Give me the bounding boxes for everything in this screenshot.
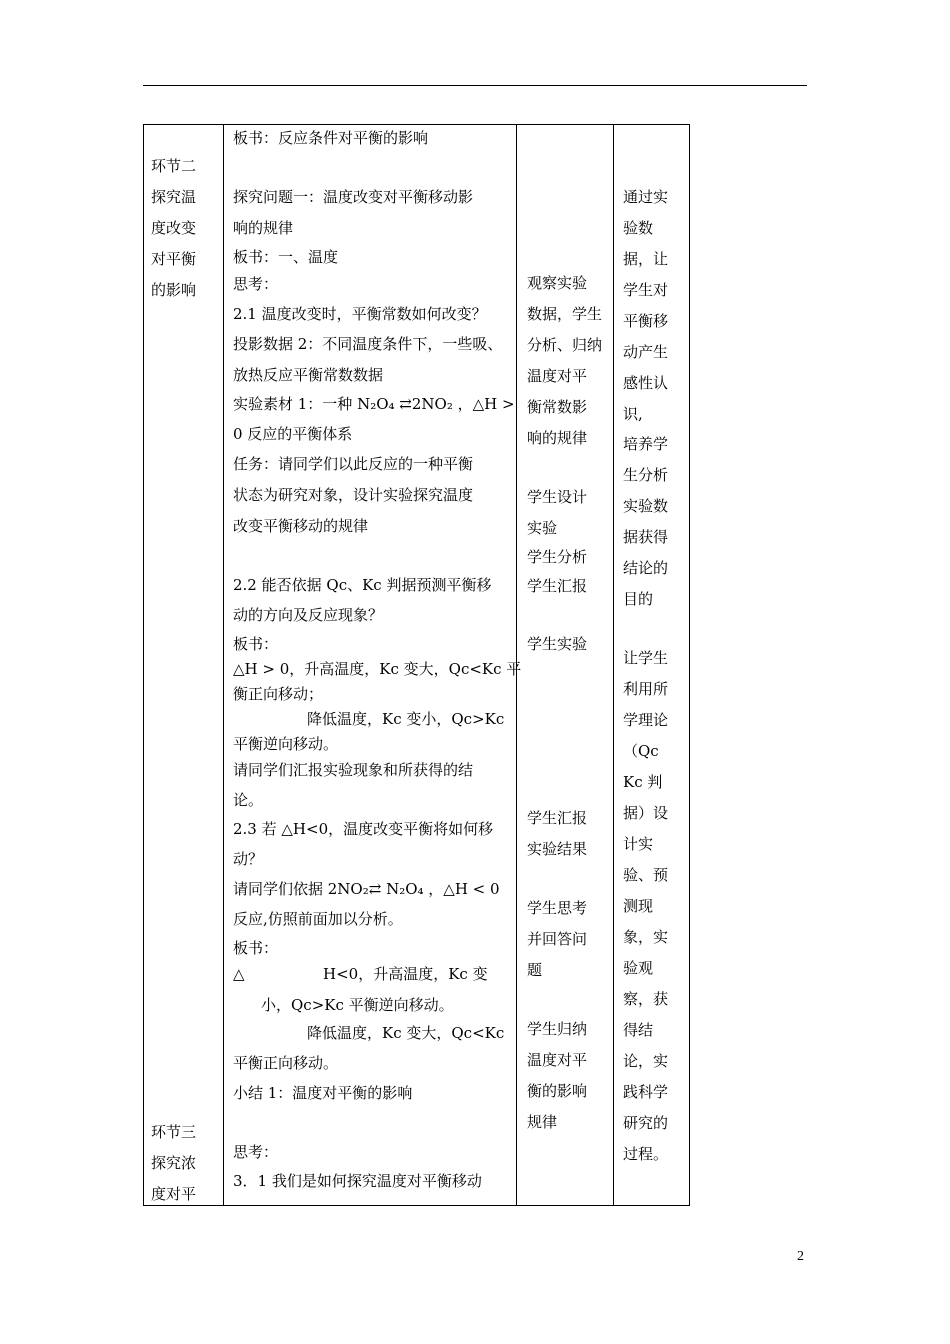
- col2-line: 3．1 我们是如何探究温度对平衡移动: [233, 1172, 482, 1190]
- col2-line: 实验素材 1：一种 N₂O₄ ⇄2NO₂ ，△H >: [233, 395, 515, 413]
- col4-line: 践科学: [623, 1083, 669, 1101]
- col2-line: 平衡正向移动。: [233, 1054, 339, 1072]
- col3-line: 实验结果: [527, 840, 588, 858]
- col4-line: 验、预: [623, 866, 669, 884]
- col3-line: 分析、归纳: [527, 336, 603, 354]
- col4-line: 结论的: [623, 559, 669, 577]
- col2-line: 板书：: [233, 939, 279, 957]
- col1-line: 探究温: [151, 188, 197, 206]
- col4-line: 动产生: [623, 343, 669, 361]
- col4-line: 验数: [623, 219, 654, 237]
- col4-line: 象，实: [623, 928, 669, 946]
- col2-line: 反应,仿照前面加以分析。: [233, 910, 403, 928]
- col2-line: 响的规律: [233, 219, 294, 237]
- col2-line: 动的方向及反应现象？: [233, 606, 384, 624]
- col4-line: Kc 判: [623, 773, 663, 791]
- col2-line: 思考：: [233, 275, 279, 293]
- col4-line: 让学生: [623, 649, 669, 667]
- col1-line: 环节三: [151, 1123, 197, 1141]
- col3-line: 学生归纳: [527, 1020, 588, 1038]
- col3-line: 题: [527, 961, 543, 979]
- col3-line: 数据，学生: [527, 305, 603, 323]
- header-rule: [143, 85, 807, 86]
- col4-line: 平衡移: [623, 312, 669, 330]
- col1-line: 度对平: [151, 1185, 197, 1203]
- col4-line: 学理论: [623, 711, 669, 729]
- col2-line: 放热反应平衡常数数据: [233, 366, 384, 384]
- col2-line: 降低温度，Kc 变小，Qc>Kc: [307, 710, 505, 728]
- col3-line: 学生思考: [527, 899, 588, 917]
- col2-line: 改变平衡移动的规律: [233, 517, 369, 535]
- col4-line: 测现: [623, 897, 654, 915]
- col1-line: 的影响: [151, 281, 197, 299]
- col4-line: 通过实: [623, 188, 669, 206]
- col1-line: 对平衡: [151, 250, 197, 268]
- col4-line: 得结: [623, 1021, 654, 1039]
- col3-line: 学生汇报: [527, 577, 588, 595]
- col3-line: 温度对平: [527, 367, 588, 385]
- col4-line: 过程。: [623, 1145, 669, 1163]
- col1-line: 环节二: [151, 157, 197, 175]
- col4-line: 生分析: [623, 466, 669, 484]
- col2-line: 论。: [233, 791, 264, 809]
- col4-line: 据获得: [623, 528, 669, 546]
- col2-line: 小，Qc>Kc 平衡逆向移动。: [261, 996, 454, 1014]
- col3-line: 规律: [527, 1113, 558, 1131]
- col4-line: 验观: [623, 959, 654, 977]
- col4-line: 目的: [623, 590, 654, 608]
- col2-line: H<0，升高温度，Kc 变: [323, 965, 488, 983]
- column-divider: [613, 125, 614, 1205]
- col3-line: 学生分析: [527, 548, 588, 566]
- col4-line: 利用所: [623, 680, 669, 698]
- col3-line: 学生设计: [527, 488, 588, 506]
- col2-line: 平衡逆向移动。: [233, 735, 339, 753]
- col4-line: 察，获: [623, 990, 669, 1008]
- col2-line: 板书：反应条件对平衡的影响: [233, 129, 429, 147]
- col4-line: （Qc: [623, 742, 659, 760]
- col3-line: 学生实验: [527, 635, 588, 653]
- col2-line: 投影数据 2：不同温度条件下，一些吸、: [233, 335, 503, 353]
- col4-line: 论，实: [623, 1052, 669, 1070]
- col4-line: 据）设: [623, 804, 669, 822]
- col2-line: 2.3 若 △H<0，温度改变平衡将如何移: [233, 820, 494, 838]
- col1-line: 度改变: [151, 219, 197, 237]
- col3-line: 温度对平: [527, 1051, 588, 1069]
- col2-line: 请同学们依据 2NO₂⇄ N₂O₄ ，△H < 0: [233, 880, 500, 898]
- col2-line: 衡正向移动；: [233, 685, 324, 703]
- col3-line: 学生汇报: [527, 809, 588, 827]
- col2-line: 任务：请同学们以此反应的一种平衡: [233, 455, 474, 473]
- col4-line: 识,: [623, 405, 643, 423]
- col4-line: 培养学: [623, 435, 669, 453]
- col3-line: 观察实验: [527, 274, 588, 292]
- col2-line: 动？: [233, 850, 264, 868]
- col2-line: △: [233, 965, 245, 983]
- col3-line: 衡的影响: [527, 1082, 588, 1100]
- column-divider: [223, 125, 224, 1205]
- col2-line: 2.2 能否依据 Qc、Kc 判据预测平衡移: [233, 576, 492, 594]
- col1-line: 探究浓: [151, 1154, 197, 1172]
- col3-line: 衡常数影: [527, 398, 588, 416]
- col4-line: 据，让: [623, 250, 669, 268]
- col4-line: 实验数: [623, 497, 669, 515]
- col4-line: 计实: [623, 835, 654, 853]
- col2-line: 板书：一、温度: [233, 248, 339, 266]
- col2-line: 小结 1：温度对平衡的影响: [233, 1084, 413, 1102]
- col3-line: 并回答问: [527, 930, 588, 948]
- col2-line: 2.1 温度改变时，平衡常数如何改变？: [233, 305, 487, 323]
- col2-line: 降低温度，Kc 变大，Qc<Kc: [307, 1024, 505, 1042]
- col3-line: 实验: [527, 519, 558, 537]
- page-number: 2: [797, 1249, 804, 1264]
- col3-line: 响的规律: [527, 429, 588, 447]
- col2-line: 板书：: [233, 635, 279, 653]
- col2-line: 0 反应的平衡体系: [233, 425, 353, 443]
- col2-line: 思考：: [233, 1143, 279, 1161]
- col4-line: 研究的: [623, 1114, 669, 1132]
- col2-line: 状态为研究对象，设计实验探究温度: [233, 486, 474, 504]
- col2-line: 请同学们汇报实验现象和所获得的结: [233, 761, 474, 779]
- col4-line: 感性认: [623, 374, 669, 392]
- col4-line: 学生对: [623, 281, 669, 299]
- col2-line: 探究问题一：温度改变对平衡移动影: [233, 188, 474, 206]
- col2-line: △H > 0，升高温度，Kc 变大，Qc<Kc 平: [233, 660, 522, 678]
